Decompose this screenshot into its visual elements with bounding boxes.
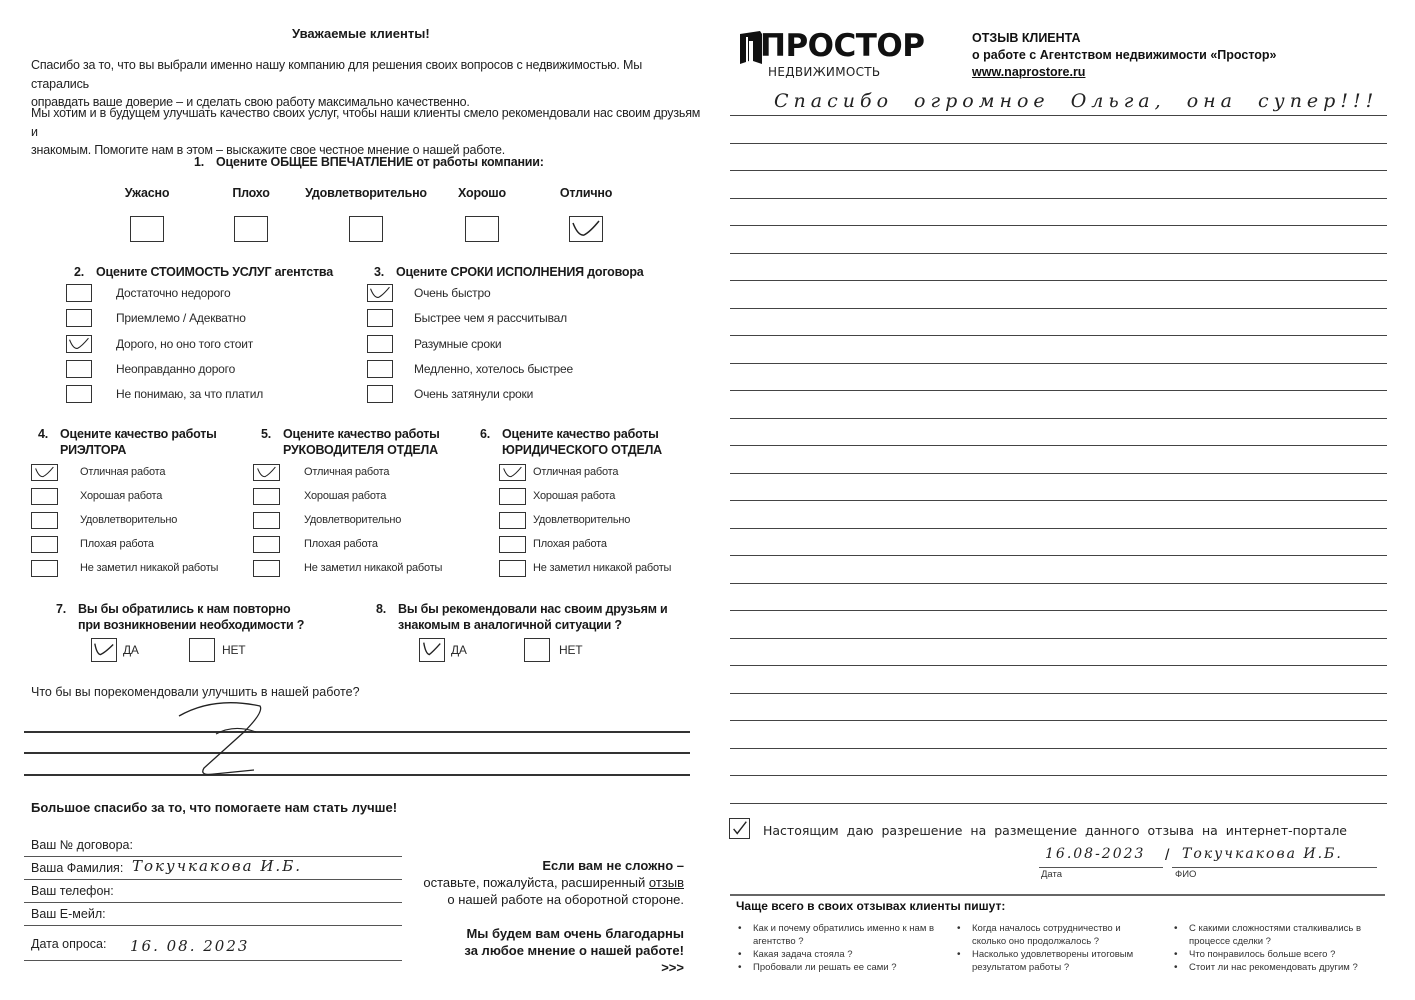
q3-option-1-label: Очень быстро bbox=[414, 286, 491, 300]
date-caption: Дата bbox=[1041, 869, 1063, 880]
ruled-line bbox=[730, 253, 1387, 254]
checkmark-icon bbox=[730, 819, 749, 838]
q5-number: 5. bbox=[261, 427, 272, 441]
q1-option-5-checkbox[interactable] bbox=[569, 216, 603, 242]
q5-title-line1: Оцените качество работы bbox=[283, 427, 440, 441]
tips-divider bbox=[730, 894, 1385, 896]
checkmark-icon bbox=[32, 465, 57, 480]
ruled-line bbox=[730, 665, 1387, 666]
survey-date-field[interactable]: 16. 08. 2023 bbox=[130, 937, 250, 955]
q8-yes-label: ДА bbox=[451, 643, 467, 657]
q6-number: 6. bbox=[480, 427, 491, 441]
q5-option-1-checkbox[interactable] bbox=[253, 464, 280, 481]
q4-option-4-checkbox[interactable] bbox=[31, 536, 58, 553]
review-header bbox=[972, 30, 1277, 81]
q2-option-3-checkbox[interactable] bbox=[66, 335, 92, 353]
review-title: ОТЗЫВ КЛИЕНТА bbox=[972, 31, 1081, 45]
ruled-line bbox=[730, 528, 1387, 529]
signature-date-field[interactable]: 16.08-2023 bbox=[1045, 846, 1146, 862]
ruled-line bbox=[730, 445, 1387, 446]
improve-answer-area[interactable] bbox=[24, 720, 690, 780]
q4-title-line1: Оцените качество работы bbox=[60, 427, 217, 441]
q7-no-label: НЕТ bbox=[222, 643, 246, 657]
q6-option-3-checkbox[interactable] bbox=[499, 512, 526, 529]
q6-option-3-label: Удовлетворительно bbox=[533, 514, 631, 526]
q3-option-5-label: Очень затянули сроки bbox=[414, 387, 534, 402]
ruled-line bbox=[730, 638, 1387, 639]
tips-column-1 bbox=[736, 922, 936, 974]
contract-number-label: Ваш № договора: bbox=[31, 838, 133, 852]
q2-option-4-checkbox[interactable] bbox=[66, 360, 92, 378]
checkmark-icon bbox=[420, 639, 444, 661]
q1-option-3-label: Удовлетворительно bbox=[305, 186, 427, 200]
q1-number: 1. bbox=[194, 155, 205, 169]
q5-option-5-label: Не заметил никакой работы bbox=[304, 562, 443, 574]
q2-option-1-checkbox[interactable] bbox=[66, 284, 92, 302]
q3-title: Оцените СРОКИ ИСПОЛНЕНИЯ договора bbox=[396, 265, 644, 279]
ruled-line bbox=[730, 335, 1387, 336]
q4-option-2-label: Хорошая работа bbox=[80, 490, 163, 502]
q2-option-5-label: Не понимаю, за что платил bbox=[116, 387, 264, 402]
surname-label: Ваша Фамилия: bbox=[31, 861, 124, 875]
q5-title-line2: РУКОВОДИТЕЛЯ ОТДЕЛА bbox=[283, 442, 438, 457]
q4-option-4-label: Плохая работа bbox=[80, 538, 154, 550]
q3-number: 3. bbox=[374, 265, 385, 279]
q7-no-checkbox[interactable] bbox=[189, 638, 215, 662]
ruled-line bbox=[730, 775, 1387, 776]
q2-option-5-checkbox[interactable] bbox=[66, 385, 92, 403]
q6-title-line1: Оцените качество работы bbox=[502, 427, 659, 441]
signature-block bbox=[1039, 845, 1379, 885]
q6-option-5-checkbox[interactable] bbox=[499, 560, 526, 577]
review-page-back bbox=[705, 0, 1415, 1000]
q3-option-4-checkbox[interactable] bbox=[367, 360, 393, 378]
q1-option-4-checkbox[interactable] bbox=[465, 216, 499, 242]
q4-option-3-checkbox[interactable] bbox=[31, 512, 58, 529]
tip-item: • Когда началось сотрудничество и сколько оно продолжалось ? bbox=[955, 922, 1155, 948]
ruled-line bbox=[730, 143, 1387, 144]
q8-no-checkbox[interactable] bbox=[524, 638, 550, 662]
intro-p1-line2: оправдать ваше доверие – и сделать свою работу максимально качественно. bbox=[31, 95, 470, 109]
review-subtitle: о работе с Агентством недвижимости «Простор» bbox=[972, 48, 1277, 62]
review-link[interactable]: отзыв bbox=[648, 875, 684, 890]
q5-option-4-checkbox[interactable] bbox=[253, 536, 280, 553]
q3-option-5-checkbox[interactable] bbox=[367, 385, 393, 403]
q3-option-3-checkbox[interactable] bbox=[367, 335, 393, 353]
q4-option-5-label: Не заметил никакой работы bbox=[80, 562, 219, 574]
q2-option-2-label: Приемлемо / Адекватно bbox=[116, 311, 246, 326]
q8-yes-checkbox[interactable] bbox=[419, 638, 445, 662]
q3-option-1-checkbox[interactable] bbox=[367, 284, 393, 302]
q1-option-4-label: Хорошо bbox=[458, 186, 506, 200]
cta-line5: за любое мнение о нашей работе! bbox=[464, 943, 684, 958]
ruled-line bbox=[730, 170, 1387, 171]
ruled-line bbox=[730, 693, 1387, 694]
tips-heading: Чаще всего в своих отзывах клиенты пишут: bbox=[736, 899, 1006, 913]
contact-fields bbox=[24, 834, 404, 964]
q1-option-1-label: Ужасно bbox=[124, 186, 170, 200]
q6-option-5-label: Не заметил никакой работы bbox=[533, 562, 672, 574]
q4-number: 4. bbox=[38, 427, 49, 441]
tip-item: • Что понравилось больше всего ? bbox=[1172, 948, 1372, 961]
q4-option-1-checkbox[interactable] bbox=[31, 464, 58, 481]
q6-option-4-label: Плохая работа bbox=[533, 538, 607, 550]
greeting-heading: Уважаемые клиенты! bbox=[292, 26, 430, 41]
q1-option-2-label: Плохо bbox=[232, 186, 270, 200]
q6-title-line2: ЮРИДИЧЕСКОГО ОТДЕЛА bbox=[502, 442, 663, 457]
q3-option-3-label: Разумные сроки bbox=[414, 336, 502, 351]
q6-option-2-label: Хорошая работа bbox=[533, 490, 616, 502]
q8-no-label: НЕТ bbox=[559, 643, 583, 657]
tip-item: • Пробовали ли решать ее сами ? bbox=[736, 961, 936, 974]
cta-line2: оставьте, пожалуйста, расширенный bbox=[423, 875, 649, 890]
q6-heading bbox=[480, 427, 662, 458]
q6-option-2-checkbox[interactable] bbox=[499, 488, 526, 505]
ruled-line bbox=[730, 555, 1387, 556]
email-label: Ваш Е-мейл: bbox=[31, 907, 106, 921]
tips-column-3 bbox=[1172, 922, 1372, 974]
q2-option-1-label: Достаточно недорого bbox=[116, 286, 231, 300]
q5-heading bbox=[261, 427, 440, 458]
separator-slash: / bbox=[1165, 847, 1170, 864]
q6-option-1-label: Отличная работа bbox=[533, 466, 619, 478]
checkmark-icon bbox=[570, 217, 602, 241]
surname-field[interactable]: Токучкакова И.Б. bbox=[132, 857, 302, 875]
q1-option-3-checkbox[interactable] bbox=[349, 216, 383, 242]
checkmark-icon bbox=[500, 465, 525, 480]
field-underline bbox=[24, 960, 402, 961]
intro-p1-line1: Спасибо за то, что вы выбрали именно нашу компанию для решения своих вопросов с недвижимостью. Мы старались bbox=[31, 58, 642, 91]
date-underline bbox=[1039, 867, 1163, 868]
q7-title-line1: Вы бы обратились к нам повторно bbox=[78, 602, 291, 616]
ruled-line bbox=[730, 115, 1387, 116]
field-underline bbox=[24, 902, 402, 903]
ruled-line bbox=[730, 363, 1387, 364]
q5-option-1-label: Отличная работа bbox=[304, 466, 390, 478]
handwritten-review: Спасибо огромное Ольга, она супер!!! bbox=[774, 90, 1379, 112]
intro-p2-line2: знакомым. Помогите нам в этом – выскажите свое честное мнение о нашей работе. bbox=[31, 143, 506, 157]
ruled-line bbox=[730, 198, 1387, 199]
q2-option-4-label: Неоправданно дорого bbox=[116, 361, 236, 376]
signature-name-field[interactable]: Токучкакова И.Б. bbox=[1182, 846, 1343, 862]
q8-title-line2: знакомым в аналогичной ситуации ? bbox=[398, 618, 622, 632]
next-page-arrows-icon: >>> bbox=[661, 960, 684, 975]
q1-option-2-checkbox[interactable] bbox=[234, 216, 268, 242]
q3-option-2-label: Быстрее чем я рассчитывал bbox=[414, 311, 567, 326]
q3-heading bbox=[374, 265, 644, 279]
answer-line bbox=[24, 752, 690, 754]
q2-option-2-checkbox[interactable] bbox=[66, 309, 92, 327]
q6-option-4-checkbox[interactable] bbox=[499, 536, 526, 553]
q2-title: Оцените СТОИМОСТЬ УСЛУГ агентства bbox=[96, 265, 333, 279]
q8-heading bbox=[376, 601, 668, 633]
q5-option-3-checkbox[interactable] bbox=[253, 512, 280, 529]
logo-subtitle: НЕДВИЖИМОСТЬ bbox=[768, 65, 881, 79]
survey-page-front bbox=[0, 0, 705, 1000]
q5-option-4-label: Плохая работа bbox=[304, 538, 378, 550]
improve-question: Что бы вы порекомендовали улучшить в нашей работе? bbox=[31, 685, 360, 699]
q8-number: 8. bbox=[376, 602, 387, 616]
ruled-line bbox=[730, 720, 1387, 721]
name-caption: ФИО bbox=[1175, 869, 1197, 880]
ruled-line bbox=[730, 748, 1387, 749]
name-underline bbox=[1172, 867, 1377, 868]
website-link[interactable]: www.naprostore.ru bbox=[972, 65, 1086, 79]
q1-option-1-checkbox[interactable] bbox=[130, 216, 164, 242]
ruled-line bbox=[730, 308, 1387, 309]
back-side-cta bbox=[420, 857, 684, 976]
q4-title-line2: РИЭЛТОРА bbox=[60, 442, 127, 457]
q3-option-2-checkbox[interactable] bbox=[367, 309, 393, 327]
checkmark-icon bbox=[92, 639, 116, 661]
q6-option-1-checkbox[interactable] bbox=[499, 464, 526, 481]
q2-number: 2. bbox=[74, 265, 85, 279]
survey-date-label: Дата опроса: bbox=[31, 937, 107, 951]
answer-line bbox=[24, 774, 690, 776]
q4-option-1-label: Отличная работа bbox=[80, 466, 166, 478]
tip-item: • С какими сложностями сталкивались в процессе сделки ? bbox=[1172, 922, 1372, 948]
ruled-line bbox=[730, 225, 1387, 226]
tip-item: • Стоит ли нас рекомендовать другим ? bbox=[1172, 961, 1372, 974]
consent-checkbox[interactable] bbox=[729, 818, 750, 839]
q2-heading bbox=[74, 265, 333, 279]
phone-label: Ваш телефон: bbox=[31, 884, 114, 898]
checkmark-icon bbox=[368, 285, 392, 301]
tip-item: • Как и почему обратились именно к нам в агентство ? bbox=[736, 922, 936, 948]
q1-title: Оцените ОБЩЕЕ ВПЕЧАТЛЕНИЕ от работы компании: bbox=[216, 155, 544, 169]
q4-option-2-checkbox[interactable] bbox=[31, 488, 58, 505]
q5-option-2-label: Хорошая работа bbox=[304, 490, 387, 502]
q5-option-5-checkbox[interactable] bbox=[253, 560, 280, 577]
q7-title-line2: при возникновении необходимости ? bbox=[78, 618, 305, 632]
tip-item: • Насколько удовлетворены итоговым результатом работы ? bbox=[955, 948, 1155, 974]
field-underline bbox=[24, 925, 402, 926]
intro-paragraph-2 bbox=[31, 104, 701, 160]
ruled-line bbox=[730, 418, 1387, 419]
ruled-line bbox=[730, 280, 1387, 281]
ruled-line bbox=[730, 473, 1387, 474]
consent-text: Настоящим даю разрешение на размещение данного отзыва на интернет-портале bbox=[763, 823, 1347, 838]
cta-line3: о нашей работе на оборотной стороне. bbox=[447, 892, 684, 907]
ruled-line bbox=[730, 500, 1387, 501]
ruled-line bbox=[730, 803, 1387, 804]
tip-item: • Какая задача стояла ? bbox=[736, 948, 936, 961]
cta-line1: Если вам не сложно – bbox=[542, 858, 684, 873]
ruled-line bbox=[730, 583, 1387, 584]
q5-option-2-checkbox[interactable] bbox=[253, 488, 280, 505]
cta-line4: Мы будем вам очень благодарны bbox=[466, 926, 684, 941]
tips-column-2 bbox=[955, 922, 1155, 974]
q2-option-3-label: Дорого, но оно того стоит bbox=[116, 336, 254, 351]
q7-number: 7. bbox=[56, 602, 67, 616]
logo-wordmark: ПРОСТОР bbox=[760, 28, 925, 64]
handwritten-z-mark bbox=[174, 702, 294, 782]
q4-heading bbox=[38, 427, 217, 458]
q7-yes-label: ДА bbox=[123, 643, 139, 657]
q7-yes-checkbox[interactable] bbox=[91, 638, 117, 662]
q7-heading bbox=[56, 601, 304, 633]
ruled-line bbox=[730, 390, 1387, 391]
q5-option-3-label: Удовлетворительно bbox=[304, 514, 402, 526]
q4-option-5-checkbox[interactable] bbox=[31, 560, 58, 577]
thanks-heading: Большое спасибо за то, что помогаете нам стать лучше! bbox=[31, 800, 398, 815]
q8-title-line1: Вы бы рекомендовали нас своим друзьям и bbox=[398, 602, 668, 616]
intro-p2-line1: Мы хотим и в будущем улучшать качество своих услуг, чтобы наши клиенты смело рекомендовали нас своим друзьям и bbox=[31, 106, 701, 139]
checkmark-icon bbox=[67, 336, 91, 352]
q1-heading bbox=[194, 155, 544, 169]
answer-line bbox=[24, 731, 690, 733]
q3-option-4-label: Медленно, хотелось быстрее bbox=[414, 361, 573, 376]
ruled-line bbox=[730, 610, 1387, 611]
field-underline bbox=[24, 879, 402, 880]
q1-option-5-label: Отлично bbox=[559, 186, 613, 200]
review-text-area[interactable] bbox=[730, 80, 1390, 810]
checkmark-icon bbox=[254, 465, 279, 480]
q4-option-3-label: Удовлетворительно bbox=[80, 514, 178, 526]
